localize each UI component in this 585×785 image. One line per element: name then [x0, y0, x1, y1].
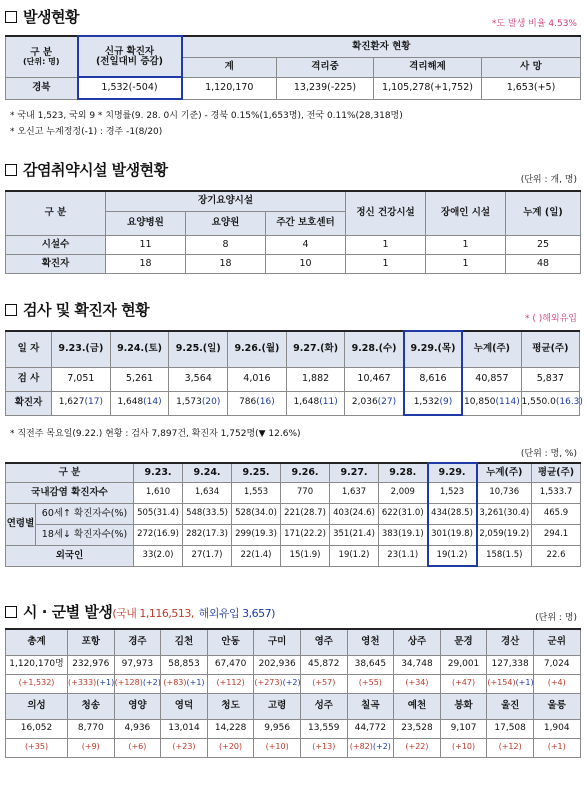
city-name: 김천 — [161, 629, 208, 655]
domestic-increase: (+6) — [128, 742, 147, 752]
city-increase — [114, 738, 161, 757]
confirmed-count — [462, 391, 521, 415]
section-title-tests: 검사 및 확진자 현황 — [5, 299, 149, 320]
header-home: 요양원 — [186, 211, 266, 235]
table-cell: 294.1 — [532, 524, 581, 545]
header-disabled: 장애인 시설 — [426, 191, 506, 235]
domestic-increase: (+55) — [358, 678, 382, 688]
city-increase — [6, 674, 68, 693]
table-cell: 505(31.4) — [134, 503, 183, 524]
city-name: 의성 — [6, 693, 68, 719]
domestic-increase: (+34) — [405, 678, 429, 688]
confirmed-value: 1,550.0 — [521, 397, 556, 408]
city-name: 예천 — [394, 693, 441, 719]
table-cell: 15(1.9) — [281, 545, 330, 566]
cell-total: 1,120,170 — [182, 77, 277, 99]
city-increase — [440, 738, 487, 757]
overseas-value: (20) — [201, 397, 221, 408]
domestic-increase: (+333) — [68, 678, 97, 688]
test-count: 10,467 — [345, 367, 404, 391]
test-count: 7,051 — [52, 367, 111, 391]
city-name: 칠곡 — [347, 693, 394, 719]
confirmed-value: 1,648 — [117, 397, 144, 408]
confirmed-count — [52, 391, 111, 415]
table-cell: 2,009 — [379, 482, 428, 503]
header-mental: 정신 건강시설 — [346, 191, 426, 235]
header-isolation: 격리중 — [277, 57, 374, 77]
table-cell: 18 — [186, 254, 266, 273]
table-cell: 1 — [346, 235, 426, 254]
table-cell: 434(28.5) — [428, 503, 477, 524]
row-label-domestic: 국내감염 확진자수 — [6, 482, 134, 503]
city-total: 29,001 — [440, 655, 487, 674]
city-total: 16,052 — [6, 719, 68, 738]
city-total: 97,973 — [114, 655, 161, 674]
checkbox-icon — [5, 164, 17, 176]
header-total: 계 — [182, 57, 277, 77]
domestic-increase: (+35) — [24, 742, 49, 752]
city-total: 34,748 — [394, 655, 441, 674]
city-total: 23,528 — [394, 719, 441, 738]
city-total: 232,976 — [68, 655, 115, 674]
domestic-total: (국내 1,116,513, — [112, 607, 194, 620]
city-increase — [207, 674, 254, 693]
confirmed-value: 10,850 — [464, 397, 496, 408]
domestic-increase: (+4) — [547, 678, 566, 688]
test-count: 1,882 — [286, 367, 345, 391]
date-header: 9.24. — [183, 463, 232, 482]
domestic-increase: (+10) — [451, 742, 476, 752]
table-cell: 33(2.0) — [134, 545, 183, 566]
confirmed-count — [404, 391, 463, 415]
table-cell: 23(1.1) — [379, 545, 428, 566]
city-increase — [394, 738, 441, 757]
domestic-increase: (+57) — [312, 678, 336, 688]
header-long-term-care: 장기요양시설 — [106, 191, 346, 211]
table-cell: 1 — [426, 235, 506, 254]
unit-age: (단위 : 명, %) — [520, 449, 577, 459]
city-name: 봉화 — [440, 693, 487, 719]
header-day: 일 자 — [6, 331, 52, 367]
overseas-value: (114) — [495, 397, 520, 408]
row-label: 확진자 — [6, 254, 106, 273]
table-cell: 10 — [266, 254, 346, 273]
domestic-increase: (+20) — [219, 742, 243, 752]
domestic-increase: (+112) — [216, 678, 245, 688]
header-gubun: 구 분 — [6, 191, 106, 235]
table-cell: 1,523 — [428, 482, 477, 503]
date-header: 9.28.(수) — [345, 331, 404, 367]
confirmed-value: 2,036 — [351, 397, 378, 408]
test-count: 5,837 — [521, 367, 580, 391]
row-label-gyeongbuk: 경북 — [6, 77, 78, 99]
test-count: 5,261 — [110, 367, 169, 391]
row-label-tests: 검 사 — [6, 367, 52, 391]
date-header: 9.26. — [281, 463, 330, 482]
city-name: 고령 — [254, 693, 301, 719]
domestic-increase: (+23) — [172, 742, 196, 752]
table-cell: 158(1.5) — [477, 545, 532, 566]
cities-table — [5, 628, 581, 758]
city-name: 문경 — [440, 629, 487, 655]
city-total: 7,024 — [533, 655, 580, 674]
note-correction: * 오신고 누계정정(-1) : 경주 -1(8/20) — [10, 127, 163, 137]
date-header: 9.26.(월) — [228, 331, 287, 367]
overseas-total: 해외유입 3,657) — [198, 607, 275, 620]
confirmed-count — [521, 391, 583, 415]
date-header: 9.24.(토) — [110, 331, 169, 367]
domestic-increase: (+273) — [254, 678, 283, 688]
table-cell: 25 — [506, 235, 581, 254]
confirmed-count — [169, 391, 228, 415]
date-header: 누계(주) — [462, 331, 521, 367]
domestic-increase: (+154) — [487, 678, 516, 688]
header-death: 사 망 — [482, 57, 581, 77]
domestic-increase: (+9) — [81, 742, 100, 752]
ratio-note: *도 발생 비율 4.53% — [491, 19, 577, 29]
city-total: 45,872 — [300, 655, 347, 674]
city-total: 44,772 — [347, 719, 394, 738]
city-name: 청송 — [68, 693, 115, 719]
overseas-value: (16.3) — [555, 397, 583, 408]
row-label-18-under: 18세↓ 확진자수(%) — [36, 524, 134, 545]
table-cell: 19(1.2) — [330, 545, 379, 566]
table-cell: 3,261(30.4) — [477, 503, 532, 524]
header-hospital: 요양병원 — [106, 211, 186, 235]
city-increase — [161, 738, 208, 757]
city-total: 67,470 — [207, 655, 254, 674]
table-cell: 11 — [106, 235, 186, 254]
confirmed-count — [345, 391, 404, 415]
header-released: 격리해제 — [374, 57, 482, 77]
table-cell: 383(19.1) — [379, 524, 428, 545]
table-cell: 301(19.8) — [428, 524, 477, 545]
test-count: 3,564 — [169, 367, 228, 391]
checkbox-icon — [5, 606, 17, 618]
table-cell: 403(24.6) — [330, 503, 379, 524]
overseas-value: (17) — [84, 397, 103, 408]
domestic-increase: (+1) — [547, 742, 566, 752]
overseas-increase: (+1) — [96, 678, 115, 688]
city-total: 58,853 — [161, 655, 208, 674]
cell-released: 1,105,278(+1,752) — [374, 77, 482, 99]
overseas-increase: (+1) — [515, 678, 534, 688]
date-header: 9.29. — [428, 463, 477, 482]
overseas-increase: (+2) — [282, 678, 301, 688]
table-cell: 282(17.3) — [183, 524, 232, 545]
city-increase — [68, 674, 115, 693]
cell-death: 1,653(+5) — [482, 77, 581, 99]
city-total: 1,904 — [533, 719, 580, 738]
city-total: 9,107 — [440, 719, 487, 738]
table-cell: 1,634 — [183, 482, 232, 503]
header-gubun: 구 분 — [6, 463, 134, 482]
overseas-value: (9) — [439, 397, 453, 408]
date-header: 9.29.(목) — [404, 331, 463, 367]
city-increase — [68, 738, 115, 757]
overseas-increase: (+2) — [372, 742, 391, 752]
city-name: 경주 — [114, 629, 161, 655]
table-cell: 272(16.9) — [134, 524, 183, 545]
date-header: 9.25.(일) — [169, 331, 228, 367]
confirmed-value: 1,648 — [293, 397, 320, 408]
table-cell: 548(33.5) — [183, 503, 232, 524]
table-cell: 528(34.0) — [232, 503, 281, 524]
city-name: 성주 — [300, 693, 347, 719]
checkbox-icon — [5, 11, 17, 23]
confirmed-value: 1,532 — [413, 397, 440, 408]
row-label-foreigner: 외국인 — [6, 545, 134, 566]
city-total: 202,936 — [254, 655, 301, 674]
table-cell: 351(21.4) — [330, 524, 379, 545]
city-total: 8,770 — [68, 719, 115, 738]
table-cell: 1 — [346, 254, 426, 273]
overseas-note: * ( )해외유입 — [524, 314, 577, 324]
header-status: 확진환자 현황 — [182, 36, 581, 57]
domestic-increase: (+12) — [498, 742, 522, 752]
confirmed-value: 1,627 — [58, 397, 85, 408]
city-increase — [300, 738, 347, 757]
unit-facilities: (단위 : 개, 명) — [520, 175, 577, 185]
row-label-age: 연령별 — [6, 503, 36, 545]
city-increase — [533, 738, 580, 757]
table-cell: 221(28.7) — [281, 503, 330, 524]
city-increase — [207, 738, 254, 757]
date-header: 9.28. — [379, 463, 428, 482]
date-header: 9.27. — [330, 463, 379, 482]
header-gubun: 구 분 (단위: 명) — [6, 36, 78, 77]
city-name: 울진 — [487, 693, 534, 719]
city-total: 38,645 — [347, 655, 394, 674]
test-count: 40,857 — [462, 367, 521, 391]
overseas-value: (27) — [377, 397, 397, 408]
city-increase — [533, 674, 580, 693]
tests-table — [5, 330, 583, 416]
checkbox-icon — [5, 304, 17, 316]
city-total: 13,014 — [161, 719, 208, 738]
city-name: 청도 — [207, 693, 254, 719]
overseas-increase: (+2) — [142, 678, 161, 688]
domestic-increase: (+47) — [451, 678, 476, 688]
table-cell: 1,533.7 — [532, 482, 581, 503]
city-total: 127,338 — [487, 655, 534, 674]
city-total: 9,956 — [254, 719, 301, 738]
date-header: 9.25. — [232, 463, 281, 482]
table-cell: 1,610 — [134, 482, 183, 503]
city-total: 1,120,170명 — [6, 655, 68, 674]
city-increase — [6, 738, 68, 757]
table-cell: 19(1.2) — [428, 545, 477, 566]
city-name: 구미 — [254, 629, 301, 655]
table-cell: 18 — [106, 254, 186, 273]
table-cell: 465.9 — [532, 503, 581, 524]
overseas-increase: (+1) — [186, 678, 205, 688]
section-title-cities: 시 · 군별 발생(국내 1,116,513, 해외유입 3,657) — [5, 601, 275, 622]
cell-isolation: 13,239(-225) — [277, 77, 374, 99]
city-name: 영덕 — [161, 693, 208, 719]
section-title-outbreak: 발생현황 — [5, 6, 79, 27]
domestic-increase: (+83) — [163, 678, 187, 688]
table-cell: 171(22.2) — [281, 524, 330, 545]
city-increase — [394, 674, 441, 693]
city-increase — [347, 738, 394, 757]
city-increase — [347, 674, 394, 693]
city-increase — [114, 674, 161, 693]
city-name: 영주 — [300, 629, 347, 655]
domestic-increase: (+128) — [114, 678, 143, 688]
date-header: 평균(주) — [532, 463, 581, 482]
table-cell: 299(19.3) — [232, 524, 281, 545]
city-name: 포항 — [68, 629, 115, 655]
city-increase — [161, 674, 208, 693]
city-name: 영양 — [114, 693, 161, 719]
test-count: 8,616 — [404, 367, 463, 391]
city-increase — [254, 674, 301, 693]
header-cumulative: 누계 (일) — [506, 191, 581, 235]
date-header: 9.27.(화) — [286, 331, 345, 367]
table-cell: 4 — [266, 235, 346, 254]
confirmed-value: 1,573 — [176, 397, 202, 408]
city-total: 14,228 — [207, 719, 254, 738]
domestic-increase: (+82) — [349, 742, 373, 752]
city-total: 17,508 — [487, 719, 534, 738]
date-header: 누계(주) — [477, 463, 532, 482]
city-increase — [300, 674, 347, 693]
table-cell: 1 — [426, 254, 506, 273]
city-total: 4,936 — [114, 719, 161, 738]
city-increase — [487, 738, 534, 757]
overseas-value: (16) — [256, 397, 275, 408]
overseas-value: (14) — [143, 397, 162, 408]
outbreak-table — [5, 35, 581, 100]
test-count: 4,016 — [228, 367, 287, 391]
city-name: 안동 — [207, 629, 254, 655]
confirmed-count — [286, 391, 345, 415]
table-cell: 48 — [506, 254, 581, 273]
unit-cities: (단위 : 명) — [535, 613, 577, 623]
table-cell: 1,637 — [330, 482, 379, 503]
row-label-60-plus: 60세↑ 확진자수(%) — [36, 503, 134, 524]
note-fatality: * 국내 1,523, 국외 9 * 치명률(9. 28. 0시 기준) - 경북 0.15%(1,653명), 전국 0.11%(28,318명) — [10, 111, 403, 121]
table-cell: 10,736 — [477, 482, 532, 503]
city-increase — [254, 738, 301, 757]
domestic-increase: (+13) — [312, 742, 336, 752]
table-cell: 22.6 — [532, 545, 581, 566]
date-header: 9.23.(금) — [52, 331, 111, 367]
domestic-increase: (+10) — [265, 742, 289, 752]
row-label-confirmed: 확진자 — [6, 391, 52, 415]
domestic-increase: (+22) — [405, 742, 429, 752]
age-table — [5, 462, 581, 567]
table-cell: 27(1.7) — [183, 545, 232, 566]
section-title-facilities: 감염취약시설 발생현황 — [5, 159, 168, 180]
city-name: 군위 — [533, 629, 580, 655]
header-new-cases: 신규 확진자 (전일대비 증감) — [78, 36, 182, 77]
confirmed-value: 786 — [239, 397, 257, 408]
domestic-increase: (+1,532) — [18, 678, 55, 688]
row-label: 시설수 — [6, 235, 106, 254]
cell-new: 1,532(-504) — [78, 77, 182, 99]
city-name: 상주 — [394, 629, 441, 655]
note-prev-week: * 직전주 목요일(9.22.) 현황 : 검사 7,897건, 확진자 1,752명(▼ 12.6%) — [10, 429, 301, 439]
overseas-value: (11) — [319, 397, 338, 408]
table-cell: 770 — [281, 482, 330, 503]
city-name: 경산 — [487, 629, 534, 655]
confirmed-count — [110, 391, 169, 415]
confirmed-count — [228, 391, 287, 415]
city-name: 총계 — [6, 629, 68, 655]
table-cell: 1,553 — [232, 482, 281, 503]
city-increase — [440, 674, 487, 693]
city-increase — [487, 674, 534, 693]
facilities-table — [5, 190, 581, 274]
header-day-care: 주간 보호센터 — [266, 211, 346, 235]
date-header: 9.23. — [134, 463, 183, 482]
table-cell: 622(31.0) — [379, 503, 428, 524]
table-cell: 2,059(19.2) — [477, 524, 532, 545]
date-header: 평균(주) — [521, 331, 580, 367]
city-name: 울릉 — [533, 693, 580, 719]
city-total: 13,559 — [300, 719, 347, 738]
city-name: 영천 — [347, 629, 394, 655]
table-cell: 8 — [186, 235, 266, 254]
table-cell: 22(1.4) — [232, 545, 281, 566]
